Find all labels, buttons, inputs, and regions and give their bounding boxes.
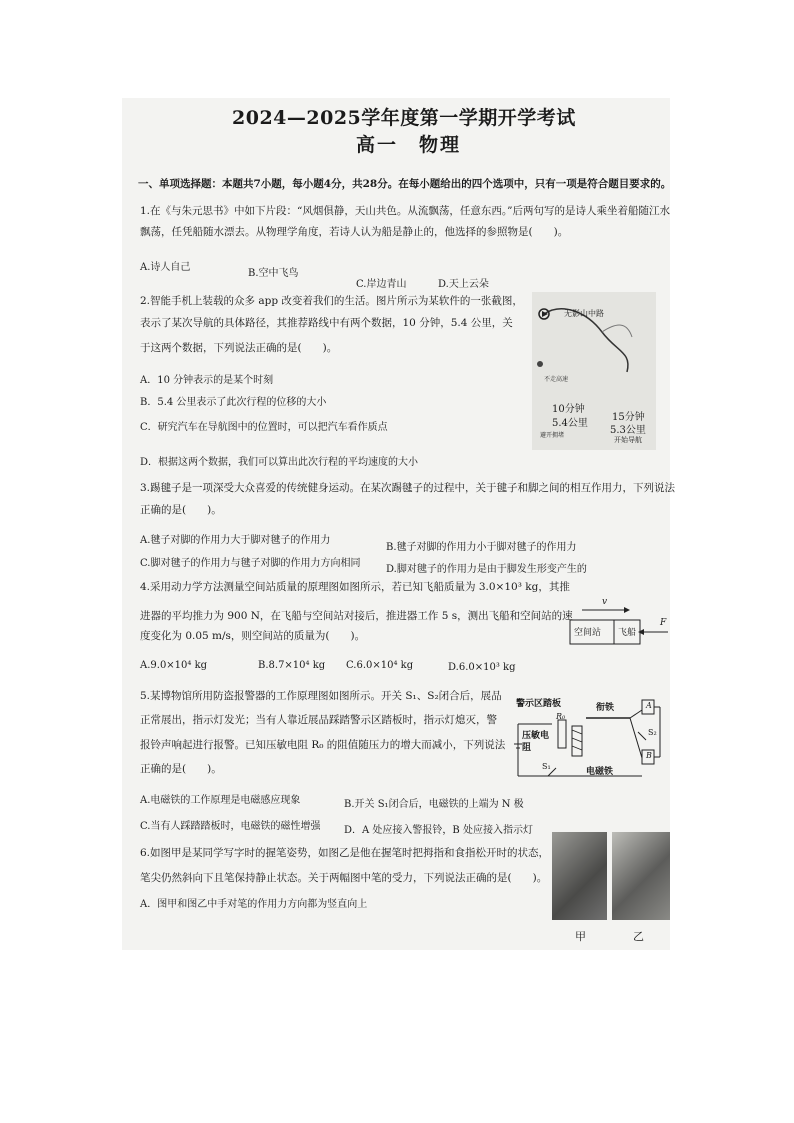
q2-line3: 于这两个数据，下列说法正确的是( )。 <box>140 342 338 354</box>
node-a-label: A <box>646 701 652 710</box>
map-label-nohighway: 不走高速 <box>544 376 569 383</box>
navigation-map-figure <box>532 292 656 450</box>
node-b-label: B <box>646 751 652 760</box>
q3-option-a: A.毽子对脚的作用力大于脚对毽子的作用力 <box>140 535 331 546</box>
q1-option-b: B.空中飞鸟 <box>248 268 299 279</box>
ship-label: 飞船 <box>618 628 637 638</box>
q4-option-a: A.9.0×10⁴ kg <box>140 660 208 671</box>
q4-option-d: D.6.0×10³ kg <box>448 662 516 673</box>
q4-line2: 进器的平均推力为 900 N，在飞船与空间站对接后，推进器工作 5 s，测出飞船和空间站的速 <box>140 610 573 622</box>
q1-option-d: D.天上云朵 <box>438 279 489 290</box>
q5-line3: 报铃声响起进行报警。已知压敏电阻 R₀ 的阻值随压力的增大而减小，下列说法 <box>140 739 506 751</box>
velocity-label: v <box>602 597 608 607</box>
section-heading: 一、单项选择题：本题共7小题，每小题4分，共28分。在每小题给出的四个选项中，只有一项是符合题目要求的。 <box>138 178 672 190</box>
q2-option-d: D．根据这两个数据，我们可以算出此次行程的平均速度的大小 <box>140 457 419 468</box>
q2-option-b: B．5.4 公里表示了此次行程的位移的大小 <box>140 397 327 408</box>
q5-line2: 正常展出，指示灯发光；当有人靠近展品踩踏警示区踏板时，指示灯熄灭，警 <box>140 714 497 726</box>
q3-option-b: B.毽子对脚的作用力小于脚对毽子的作用力 <box>386 542 577 553</box>
q6-line1: 6.如图甲是某同学写字时的握笔姿势，如图乙是他在握笔时把拇指和食指松开时的状态， <box>140 847 550 859</box>
q4-option-c: C.6.0×10⁴ kg <box>346 660 414 671</box>
q1-option-c: C.岸边青山 <box>356 279 407 290</box>
q5-line4: 正确的是( )。 <box>140 763 222 775</box>
route1-distance: 5.4公里 <box>552 418 588 429</box>
exam-title: 2024—2025学年度第一学期开学考试 <box>232 107 576 129</box>
q2-line2: 表示了某次导航的具体路径，其推荐路线中有两个数据，10 分钟，5.4 公里，关 <box>140 317 513 329</box>
q5-option-c: C.当有人踩踏踏板时，电磁铁的磁性增强 <box>140 821 321 832</box>
q4-option-b: B.8.7×10⁴ kg <box>258 660 326 671</box>
q1-option-a: A.诗人自己 <box>140 262 191 273</box>
q3-line1: 3.踢毽子是一项深受大众喜爱的传统健身运动。在某次踢毽子的过程中，关于毽子和脚之间的相互作用力，下列说法 <box>140 482 676 494</box>
route-footer-left: 避开拥堵 <box>540 432 565 439</box>
r0-label: R₀ <box>556 712 566 721</box>
route2-distance: 5.3公里 <box>610 425 646 436</box>
s1-label: S₁ <box>542 762 551 771</box>
photo-label-a: 甲 <box>575 930 586 943</box>
q1-line1: 1.在《与朱元思书》中如下片段：“风烟俱静，天山共色。从流飘荡，任意东西。”后两句写的是诗人乘坐着船随江水 <box>140 205 671 217</box>
docking-figure <box>568 596 672 654</box>
q5-option-b: B.开关 S₁闭合后，电磁铁的上端为 N 极 <box>344 799 524 810</box>
q2-line1: 2.智能手机上装载的众多 app 改变着我们的生活。图片所示为某软件的一张截图， <box>140 295 523 307</box>
q6-line2: 笔尖仍然斜向下且笔保持静止状态。关于两幅图中笔的受力，下列说法正确的是( )。 <box>140 872 548 884</box>
resistor-label: 压敏电阻 <box>522 731 550 753</box>
q5-option-a: A.电磁铁的工作原理是电磁感应现象 <box>140 795 301 806</box>
photo-grip-a <box>552 832 607 920</box>
exam-subtitle: 高一 物理 <box>356 134 462 156</box>
q2-option-a: A．10 分钟表示的是某个时刻 <box>140 375 274 386</box>
route-footer-right: 开始导航 <box>614 436 642 444</box>
s2-label: S₂ <box>648 728 657 737</box>
photo-label-b: 乙 <box>633 930 644 943</box>
route2-time: 15分钟 <box>612 412 645 423</box>
q3-option-c: C.脚对毽子的作用力与毽子对脚的作用力方向相同 <box>140 558 361 569</box>
photo-grip-b <box>612 832 670 920</box>
station-label: 空间站 <box>574 628 602 638</box>
map-label-road: 无影山中路 <box>564 309 604 318</box>
pedal-label: 警示区踏板 <box>516 699 562 709</box>
q3-line2: 正确的是( )。 <box>140 504 222 516</box>
q1-line2: 飘荡，任凭船随水漂去。从物理学角度，若诗人认为船是静止的，他选择的参照物是( )。 <box>140 226 569 238</box>
force-label: F <box>660 618 667 628</box>
q3-option-d: D.脚对毽子的作用力是由于脚发生形变产生的 <box>386 564 587 575</box>
q4-line3: 度变化为 0.05 m/s，则空间站的质量为( )。 <box>140 630 366 642</box>
alarm-circuit-figure <box>512 696 664 786</box>
q5-option-d: D．A 处应接入警报铃，B 处应接入指示灯 <box>344 825 533 836</box>
electromagnet-label: 电磁铁 <box>586 767 614 777</box>
q5-line1: 5.某博物馆所用防盗报警器的工作原理图如图所示。开关 S₁、S₂闭合后，展品 <box>140 690 502 702</box>
armature-label: 衔铁 <box>596 703 615 713</box>
route1-time: 10分钟 <box>552 404 585 415</box>
q6-option-a: A．图甲和图乙中手对笔的作用力方向都为竖直向上 <box>140 899 368 910</box>
q2-option-c: C．研究汽车在导航图中的位置时，可以把汽车看作质点 <box>140 422 388 433</box>
q4-line1: 4.采用动力学方法测量空间站质量的原理图如图所示，若已知飞船质量为 3.0×10³ kg，其推 <box>140 581 570 593</box>
